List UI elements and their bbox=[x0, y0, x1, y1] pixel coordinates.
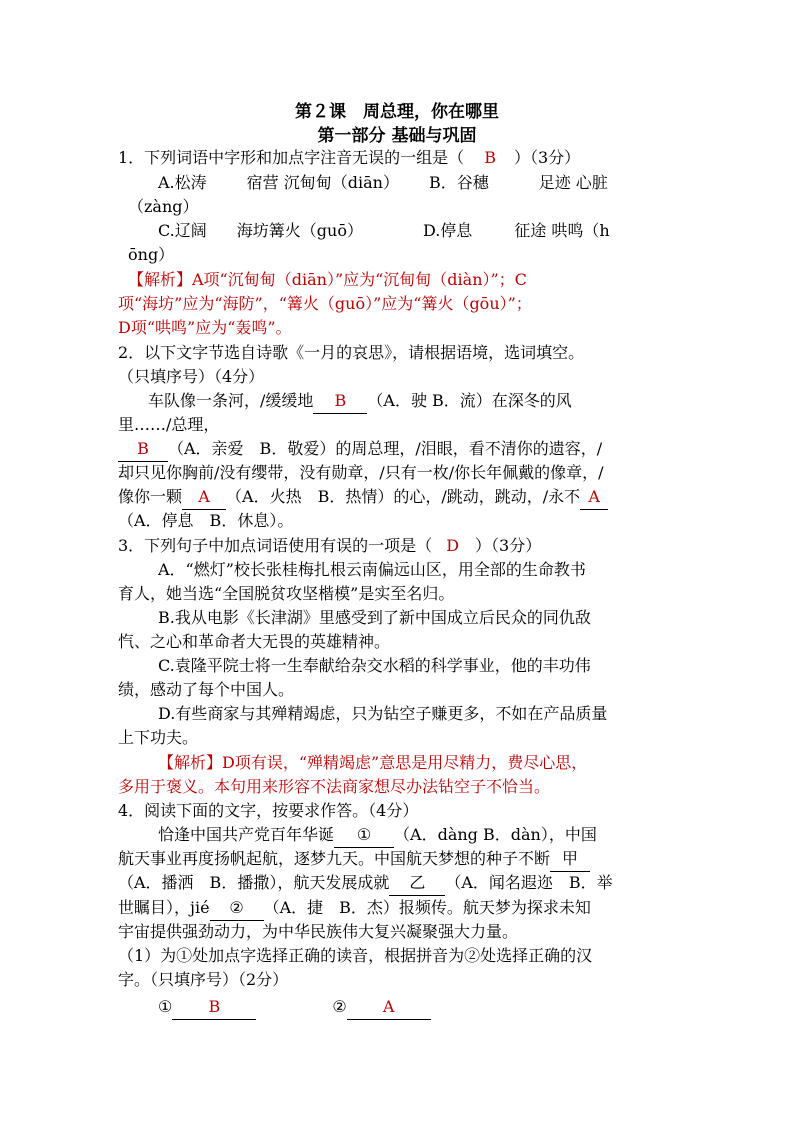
q3-analysis-line1: 【解析】D项有误，“殚精竭虑”意思是用尽精力，费尽心思， bbox=[158, 753, 588, 772]
q1-option-b-cont: （zàng） bbox=[128, 197, 199, 216]
q3-option-a: A．“燃灯”校长张桂梅扎根云南偏远山区，用全部的生命教书 bbox=[158, 560, 586, 579]
q4-blank2: ② bbox=[210, 896, 264, 921]
q1-option-d-cont: ōng） bbox=[128, 245, 175, 264]
q3-answer: D bbox=[446, 536, 460, 555]
q1-stem: 1．下列词语中字形和加点字注音无误的一组是（ B ）（3分） bbox=[118, 148, 581, 167]
q2-blank3: A bbox=[182, 485, 226, 510]
q4-sub1: （1）为①处加点字选择正确的读音，根据拼音为②处选择正确的汉 bbox=[118, 946, 593, 965]
q3-analysis-line2: 多用于褒义。本句用来形容不法商家想尽办法钻空子不恰当。 bbox=[118, 777, 551, 796]
q2-stem: 2．以下文字节选自诗歌《一月的哀思》，请根据语境，选词填空。 bbox=[118, 343, 585, 362]
q3-option-c-cont: 绩，感动了每个中国人。 bbox=[118, 680, 295, 699]
q4-passage-line4: 世瞩目），jié ② （A．捷 B．杰）报频传。航天梦为探求未知 bbox=[118, 896, 591, 920]
q3-option-b: B.我从电影《长津湖》里感受到了新中国成立后民众的同仇敌 bbox=[158, 608, 591, 627]
q2-line6: （A．停息 B．休息）。 bbox=[118, 511, 294, 530]
q4-answer2: A bbox=[347, 995, 431, 1020]
q1-option-c: C.辽阔 海坊篝火（guō） D.停息 征途 哄鸣（h bbox=[158, 221, 610, 240]
q3-option-c: C.袁隆平院士将一生奉献给杂交水稻的科学事业，他的丰功伟 bbox=[158, 656, 591, 675]
q2-line5: 像你一颗 A （A．火热 B．热情）的心，/跳动，跳动，/永不 A bbox=[118, 485, 608, 509]
q4-passage-line3: （A．播洒 B．播撒），航天发展成就 乙 （A．闻名遐迩 B．举 bbox=[118, 871, 613, 895]
q2-line2: 里……/总理， bbox=[118, 415, 220, 434]
q4-stem: 4．阅读下面的文字，按要求作答。（4分） bbox=[118, 801, 419, 820]
q3-option-a-cont: 育人，她当选“全国脱贫攻坚楷模”是实至名归。 bbox=[118, 584, 455, 603]
q2-stem-cont: （只填序号）（4分） bbox=[118, 367, 265, 386]
q4-blank-jia: 甲 bbox=[550, 847, 590, 872]
q4-answer1: B bbox=[172, 995, 256, 1020]
q1-analysis-line3: D项“哄鸣”应为“轰鸣”。 bbox=[118, 318, 292, 337]
q4-passage-line5: 宇宙提供强劲动力，为中华民族伟大复兴凝聚强大力量。 bbox=[118, 922, 519, 941]
q4-sub1-answers: ① B ② A bbox=[158, 995, 431, 1019]
q2-line4: 却只见你胸前/没有缨带，没有勋章，/只有一枚/你长年佩戴的像章，/ bbox=[118, 463, 604, 482]
q2-line1: 车队像一条河，/缓缓地 B （A．驶 B．流）在深冬的风 bbox=[148, 389, 572, 413]
q4-sub1-cont: 字。（只填序号）（2分） bbox=[118, 970, 289, 989]
q3-option-d: D.有些商家与其殚精竭虑，只为钻空子赚更多，不如在产品质量 bbox=[158, 704, 608, 723]
q2-line3: B （A．亲爱 B．敬爱）的周总理，/泪眼，看不清你的遗容，/ bbox=[118, 437, 602, 461]
q1-analysis-line1: 【解析】A项“沉甸甸（diān）”应为“沉甸甸（diàn）”；C bbox=[128, 270, 527, 289]
q2-blank1: B bbox=[313, 389, 367, 414]
q4-blank1: ① bbox=[334, 823, 394, 848]
q4-passage-line2: 航天事业再度扬帆起航，逐梦九天。中国航天梦想的种子不断 甲 bbox=[118, 847, 590, 871]
q1-answer: B bbox=[484, 148, 496, 167]
q1-option-a: A.松涛 宿营 沉甸甸（diān） B．谷穗 足迹 心脏 bbox=[158, 173, 608, 192]
q3-stem: 3．下列句子中加点词语使用有误的一项是（ D ）（3分） bbox=[118, 536, 542, 555]
page-title: 第２课 周总理，你在哪里 bbox=[295, 102, 499, 122]
q3-option-d-cont: 上下功夫。 bbox=[118, 728, 199, 747]
q2-blank2: B bbox=[118, 437, 168, 462]
q1-analysis-line2: 项“海坊”应为“海防”，“篝火（guō）”应为“篝火（gōu）”； bbox=[118, 294, 532, 313]
q4-passage-line1: 恰逢中国共产党百年华诞 ① （A．dàng B．dàn），中国 bbox=[158, 823, 597, 847]
q3-option-b-cont: 忾、之心和革命者大无畏的英雄精神。 bbox=[118, 632, 391, 651]
q2-blank4: A bbox=[580, 485, 608, 510]
section-title: 第一部分 基础与巩固 bbox=[317, 126, 477, 146]
q4-blank-yi: 乙 bbox=[389, 871, 445, 896]
